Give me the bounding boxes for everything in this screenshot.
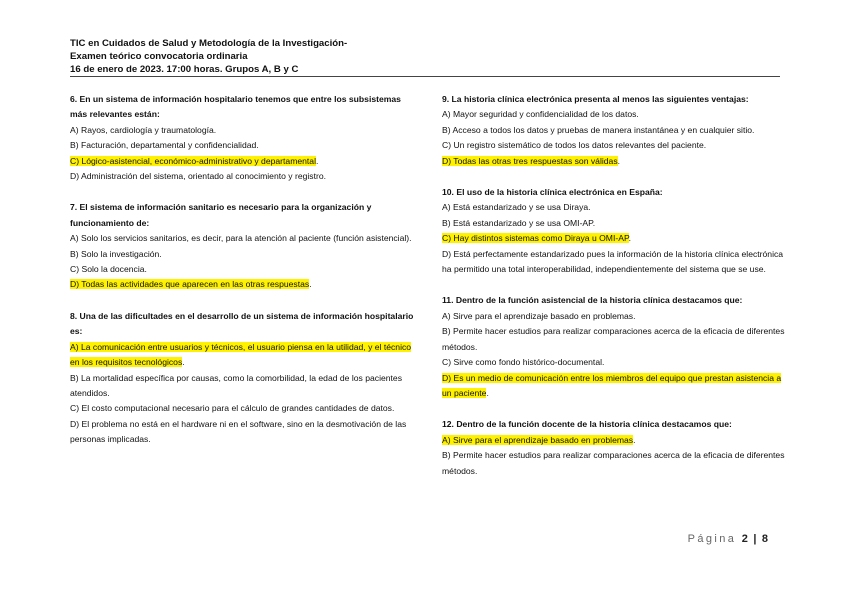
answer-option-correct [442,433,787,448]
question [70,92,415,184]
header-subtitle: Examen teórico convocatoria ordinaria [70,51,248,62]
option-text: D) Todas las actividades que aparecen en las otras respuestas [70,279,310,290]
question [70,200,415,292]
option-trailing-punct: . [633,434,636,445]
question-stem: 10. El uso de la historia clínica electrónica en España: [442,187,663,198]
option-text: A) Sirve para el aprendizaje basado en problemas [442,434,634,445]
option-text: C) Sirve como fondo histórico-documental. [442,357,605,368]
question-stem: 12. Dentro de la función docente de la historia clínica destacamos que: [442,419,732,430]
question [442,92,787,169]
answer-option [70,123,415,138]
answer-option [70,371,415,402]
answer-option [70,417,415,448]
answer-option [70,231,415,246]
answer-option [442,138,787,153]
header-date: 16 de enero de 2023. 17:00 horas. Grupos A, B y C [70,64,299,75]
answer-option [70,401,415,416]
option-text: B) La mortalidad específica por causas, como la comorbilidad, la edad de los pacientes atendidos. [70,372,402,398]
footer-separator: | [753,533,757,545]
question-stem: 11. Dentro de la función asistencial de la historia clínica destacamos que: [442,295,743,306]
answer-option-correct [70,154,415,169]
header-divider [70,76,780,77]
answer-option [442,309,787,324]
page-header [70,37,780,76]
option-trailing-punct: . [628,233,631,244]
option-text: A) Sirve para el aprendizaje basado en problemas. [442,310,636,321]
option-text: C) El costo computacional necesario para el cálculo de grandes cantidades de datos. [70,403,395,414]
option-text: D) El problema no está en el hardware ni en el software, sino en la desmotivación de las personas implicadas. [70,418,407,445]
answer-option [442,355,787,370]
option-trailing-punct: . [617,155,621,166]
option-text: B) Permite hacer estudios para realizar comparaciones acerca de la eficacia de diferentes métodos. [442,450,785,476]
answer-option [442,107,787,122]
question [442,417,787,479]
page-footer [688,533,768,545]
option-text: B) Está estandarizado y se usa OMI-AP. [442,217,596,228]
answer-option [442,200,787,215]
answer-option [70,262,415,277]
question [70,309,415,448]
answer-option-correct [442,231,787,246]
option-text: B) Solo la investigación. [70,248,162,259]
answer-option [70,169,415,184]
answer-option-correct [70,340,415,371]
header-title: TIC en Cuidados de Salud y Metodología de la Investigación- [70,38,348,49]
option-text: D) Está perfectamente estandarizado pues la información de la historia clínica electrónica ha permitido una total interoperabilidad, independientemente del sistema que se use. [442,248,784,275]
question-stem: 8. Una de las dificultades en el desarrollo de un sistema de información hospitalario es: [70,310,414,337]
question [442,293,787,401]
footer-label: Página [687,533,737,545]
option-trailing-punct: . [182,357,185,368]
answer-option [442,216,787,231]
answer-option [70,138,415,153]
question [442,185,787,277]
footer-page-number: 2 [741,533,748,545]
option-text: C) Hay distintos sistemas como Diraya u OMI-AP [442,233,629,244]
option-text: D) Todas las otras tres respuestas son válidas [442,155,618,166]
option-text: A) Está estandarizado y se usa Diraya. [442,202,591,213]
answer-option [442,448,787,479]
option-text: B) Acceso a todos los datos y pruebas de manera instantánea y en cualquier sitio. [442,124,755,135]
question-stem: 6. En un sistema de información hospitalario tenemos que entre los subsistemas más relevantes están: [70,94,401,120]
option-text: B) Facturación, departamental y confidencialidad. [70,140,259,151]
answer-option [70,247,415,262]
answer-option-correct [70,277,415,292]
option-text: D) Administración del sistema, orientado al conocimiento y registro. [70,171,327,182]
option-text: A) Mayor seguridad y confidencialidad de los datos. [442,109,639,120]
answer-option [442,123,787,138]
answer-option [442,324,787,355]
option-text: A) La comunicación entre usuarios y técnicos, el usuario piensa en la utilidad, y el técnico en los requisitos tecnológicos [70,341,412,368]
footer-total-pages: 8 [761,533,768,545]
option-text: A) Rayos, cardiología y traumatología. [70,124,217,135]
option-trailing-punct: . [316,155,319,166]
answer-option [442,247,787,278]
option-text: D) Es un medio de comunicación entre los miembros del equipo que prestan asistencia a un paciente [442,372,782,398]
option-text: B) Permite hacer estudios para realizar comparaciones acerca de la eficacia de diferentes métodos. [442,326,785,352]
option-trailing-punct: . [309,279,312,290]
question-stem: 7. El sistema de información sanitario es necesario para la organización y funcionamiento de: [70,202,372,228]
option-text: C) Un registro sistemático de todos los datos relevantes del paciente. [442,140,707,151]
question-stem: 9. La historia clínica electrónica presenta al menos las siguientes ventajas: [442,94,749,104]
option-text: A) Solo los servicios sanitarios, es decir, para la atención al paciente (función asistencial). [70,233,412,244]
option-text: C) Solo la docencia. [70,264,147,275]
answer-option-correct [442,371,787,402]
answer-option-correct [442,154,787,169]
right-column [442,92,787,495]
option-trailing-punct: . [486,387,489,398]
left-column [70,92,415,464]
option-text: C) Lógico-asistencial, económico-administrativo y departamental [70,155,316,166]
